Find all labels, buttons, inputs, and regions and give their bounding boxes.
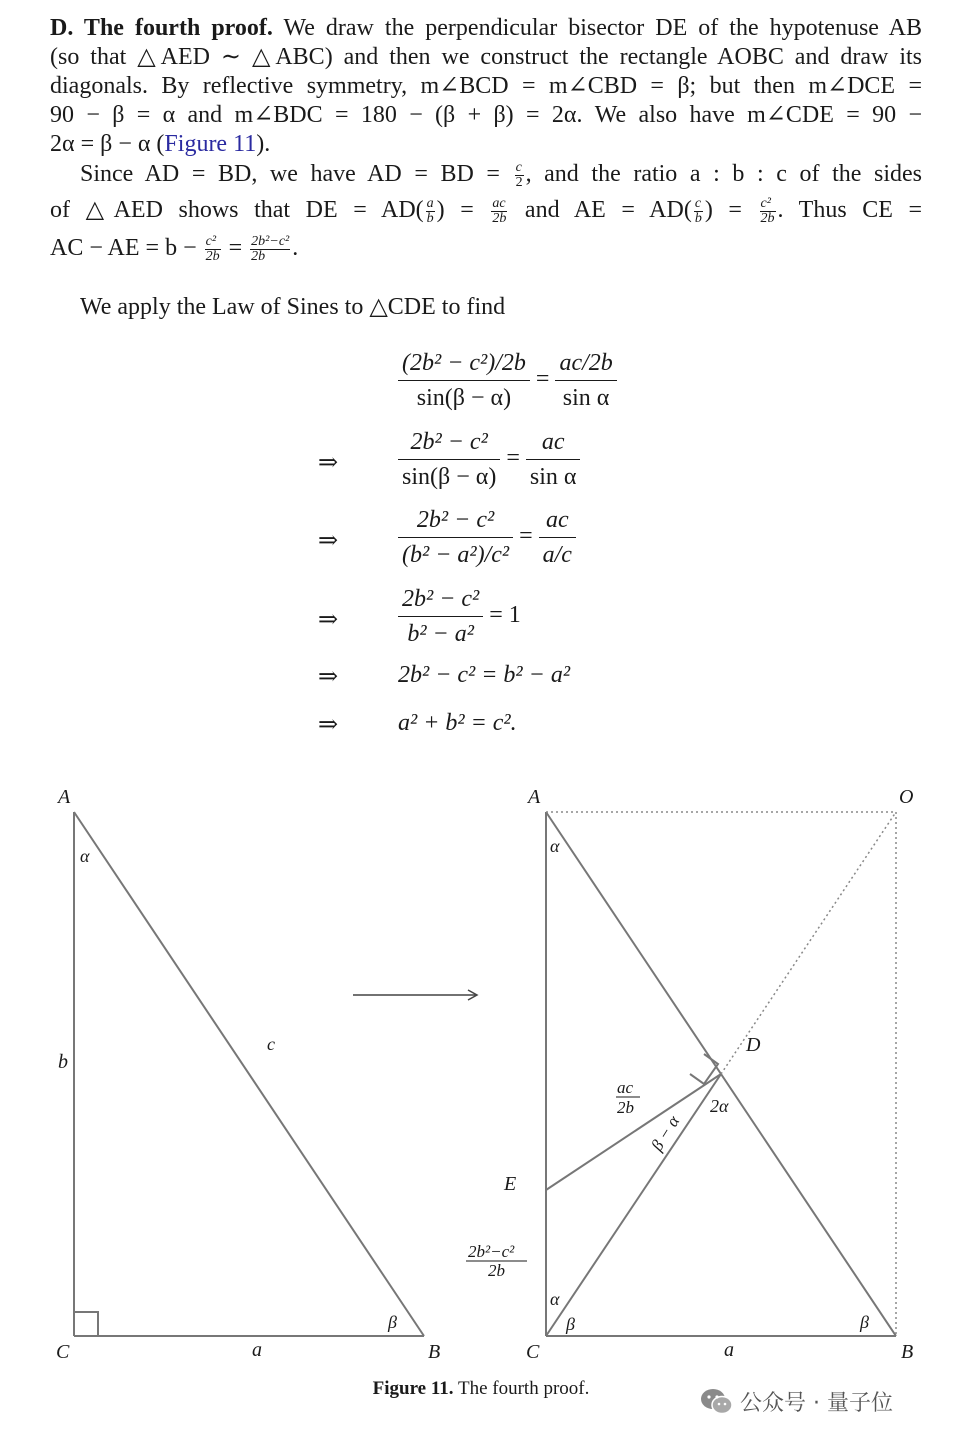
ce-label-den: 2b [488,1261,505,1280]
para3: We apply the Law of Sines to △CDE to find [80,294,506,320]
para1-line1-text: We draw the perpendicular bisector DE of the hypotenuse AB [283,15,922,41]
frac-ac-over-2b: $\frac{ac}{2b}$ [492,195,507,226]
equation-3: $\frac{\text{2b² − c²}}{\text{(b² − a²)/c²}}$ = $\frac{ac}{a/c}$ [398,506,576,569]
left-label-alpha: α [80,846,90,866]
right-label-D: D [746,1034,761,1056]
equation-5: 2b² − c² = b² − a² [398,662,571,688]
equation-6: a² + b² = c². [398,710,517,736]
implies-arrow-5: ⇒ [318,664,339,690]
right-figure [546,812,896,1336]
left-label-c: c [267,1034,275,1054]
left-label-A: A [58,786,71,808]
para1-line4: 90 − β = α and m∠BDC = 180 − (β + β) = 2α. We also have m∠CDE = 90 − [50,102,922,128]
rectangle-dotted [546,812,896,1336]
right-label-B: B [901,1341,914,1363]
caption-label: Figure 11. [372,1378,454,1399]
implies-arrow-6: ⇒ [318,712,339,738]
wechat-icon [700,1387,734,1417]
right-label-A: A [528,786,541,808]
left-label-B: B [428,1341,441,1363]
implies-arrow-3: ⇒ [318,528,339,554]
section-heading: D. The fourth proof. [50,15,273,41]
left-label-C: C [56,1341,70,1363]
para2-line3: AC − AE = b − $\frac{\text{c²}}{2b}$ = $\frac{\text{2b²−c²}}{2b}$ . [50,233,299,264]
para2-line2: of △AED shows that DE = AD( $\frac{a}{b}$ ) = $\frac{ac}{2b}$ and AE = AD( $\frac{c}{b}$ ) = $\frac{\text{c²}}{2b}$ . Thus CE = [50,195,923,226]
right-label-E: E [504,1173,517,1195]
equation-2: $\frac{\text{2b² − c²}}{\sin(\beta - \alpha)}$ = $\frac{ac}{\text{sin α}}$ [398,428,580,491]
watermark [700,1386,893,1417]
right-label-beta-b: β [860,1312,869,1332]
para1-line1 [50,14,922,43]
frac-c-over-2: $\frac{c}{2}$ [515,159,523,190]
left-triangle [74,812,424,1336]
para1-line3: diagonals. By reflective symmetry, m∠BCD = m∠CBD = β; but then m∠DCE = [50,73,922,99]
right-label-C: C [526,1341,540,1363]
left-label-b: b [58,1051,68,1073]
watermark-text: 公众号 · 量子位 [740,1391,893,1416]
para2-line1: Since AD = BD, we have AD = BD = $\frac{c}{2}$ , and the ratio a : b : c of the sides [80,159,923,190]
left-label-beta: β [388,1312,397,1332]
equation-1: $\frac{\text{(2b² − c²)/2b}}{\sin(\beta - \alpha)}$ = $\frac{ac/2b}{\text{sin α}}$ [398,349,617,412]
right-label-O: O [899,786,914,808]
caption-text: The fourth proof. [457,1378,590,1399]
right-label-beta-c: β [566,1314,575,1334]
left-label-a: a [252,1339,262,1361]
frac-c-over-b: $\frac{c}{b}$ [694,195,702,226]
de-label-num: ac [617,1078,634,1097]
frac-a-over-b: $\frac{a}{b}$ [426,195,434,226]
figure-link[interactable]: Figure 11 [164,131,257,157]
right-label-2alpha: 2α [710,1096,729,1116]
de-label-den: 2b [617,1098,634,1117]
frac-c2-over-2b-b: $\frac{\text{c²}}{2b}$ [205,233,220,264]
ce-label-num: 2b²−c² [468,1242,515,1261]
frac-ce: $\frac{\text{2b²−c²}}{2b}$ [251,233,290,264]
para1-line2: (so that △AED ∼ △ABC) and then we construct the rectangle AOBC and draw its [50,44,922,70]
para1-line5: 2α = β − α (Figure 11). [50,131,271,157]
right-label-alpha-top: α [550,836,560,856]
implies-arrow-2: ⇒ [318,450,339,476]
right-label-beta-minus-alpha: β − α [647,1112,684,1155]
frac-c2-over-2b: $\frac{\text{c²}}{2b}$ [760,195,775,226]
implies-arrow-4: ⇒ [318,607,339,633]
equation-4: $\frac{\text{2b² − c²}}{\text{b² − a²}}$ = 1 [398,585,521,648]
transform-arrow [353,990,477,1000]
right-label-alpha-bottom: α [550,1289,560,1309]
right-label-a: a [724,1339,734,1361]
